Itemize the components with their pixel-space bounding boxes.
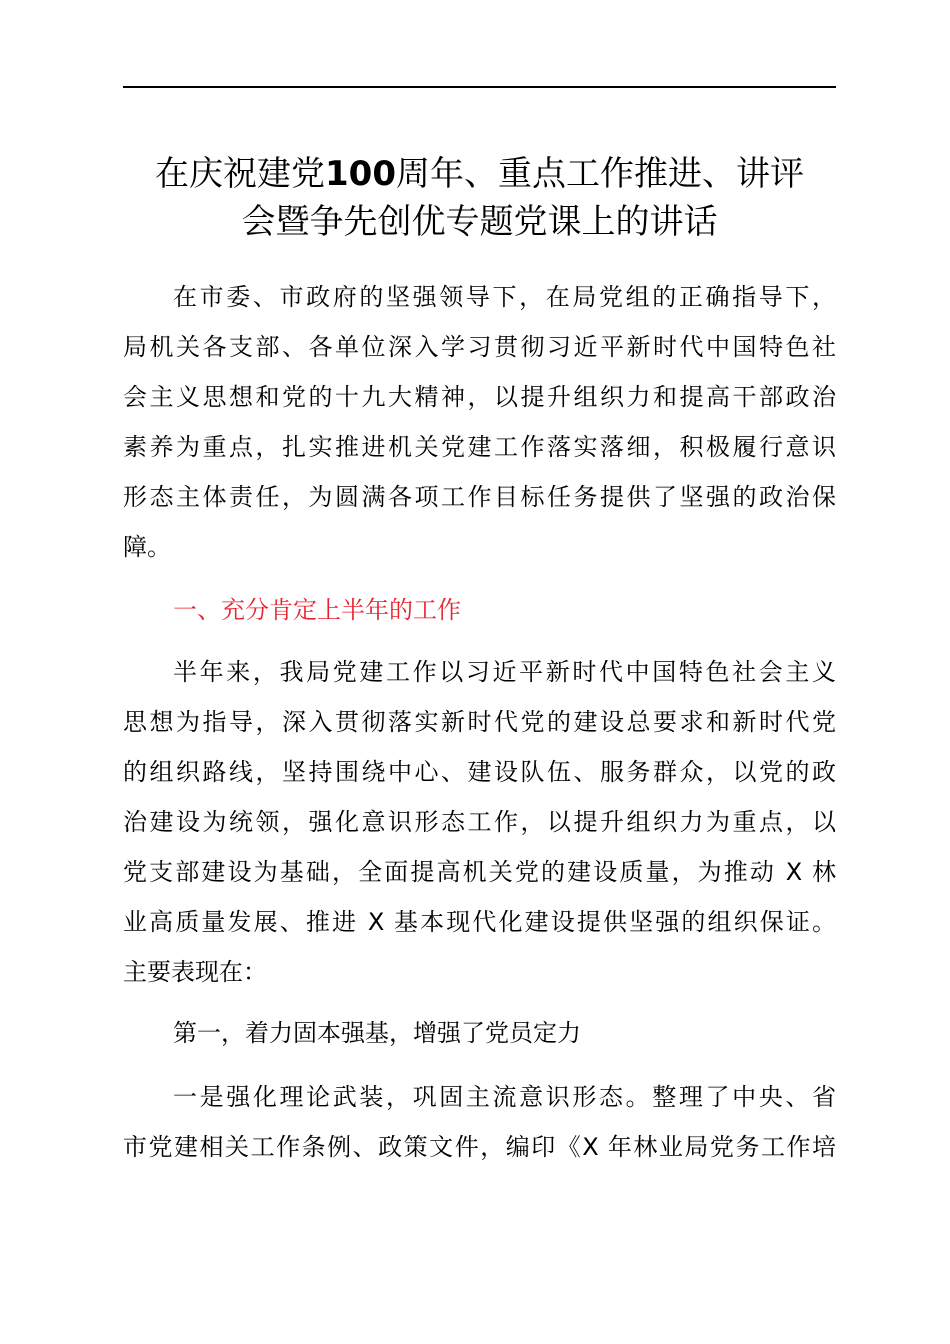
paragraph-line: 治建设为统领，强化意识形态工作，以提升组织力为重点，以 <box>123 808 836 836</box>
header-rule <box>123 86 836 88</box>
title-line-2: 会暨争先创优专题党课上的讲话 <box>241 202 718 242</box>
title-line-1-number: 100 <box>325 154 396 194</box>
paragraph-line: 党支部建设为基础，全面提高机关党的建设质量，为推动 X 林 <box>123 858 836 886</box>
paragraph-line: 在市委、市政府的坚强领导下，在局党组的正确指导下， <box>173 283 836 311</box>
paragraph-line: 形态主体责任，为圆满各项工作目标任务提供了坚强的政治保 <box>123 483 836 511</box>
section-heading: 一、充分肯定上半年的工作 <box>173 596 461 624</box>
title-line-1 <box>123 150 836 198</box>
paragraph-line: 主要表现在： <box>123 958 267 986</box>
paragraph-intro <box>123 272 836 572</box>
title-line-1-suffix: 周年、重点工作推进、讲评 <box>395 154 804 194</box>
paragraph-line: 会主义思想和党的十九大精神，以提升组织力和提高干部政治 <box>123 383 836 411</box>
paragraph-half-year <box>123 647 836 997</box>
paragraph-line: 局机关各支部、各单位深入学习贯彻习近平新时代中国特色社 <box>123 333 836 361</box>
paragraph-line: 素养为重点，扎实推进机关党建工作落实落细，积极履行意识 <box>123 433 836 461</box>
title-line-1-prefix: 在庆祝建党 <box>155 154 325 194</box>
paragraph-theory <box>123 1072 836 1172</box>
paragraph-line: 思想为指导，深入贯彻落实新时代党的建设总要求和新时代党 <box>123 708 836 736</box>
paragraph-line: 的组织路线，坚持围绕中心、建设队伍、服务群众，以党的政 <box>123 758 836 786</box>
document-title <box>123 150 836 246</box>
paragraph-line: 障。 <box>123 533 171 561</box>
paragraph-line: 一是强化理论武装，巩固主流意识形态。整理了中央、省 <box>173 1083 836 1111</box>
paragraph-line: 业高质量发展、推进 X 基本现代化建设提供坚强的组织保证。 <box>123 908 836 936</box>
paragraph-line: 半年来，我局党建工作以习近平新时代中国特色社会主义 <box>173 658 836 686</box>
paragraph-line: 市党建相关工作条例、政策文件，编印《X 年林业局党务工作培 <box>123 1133 836 1161</box>
subheading: 第一，着力固本强基，增强了党员定力 <box>173 1019 581 1047</box>
